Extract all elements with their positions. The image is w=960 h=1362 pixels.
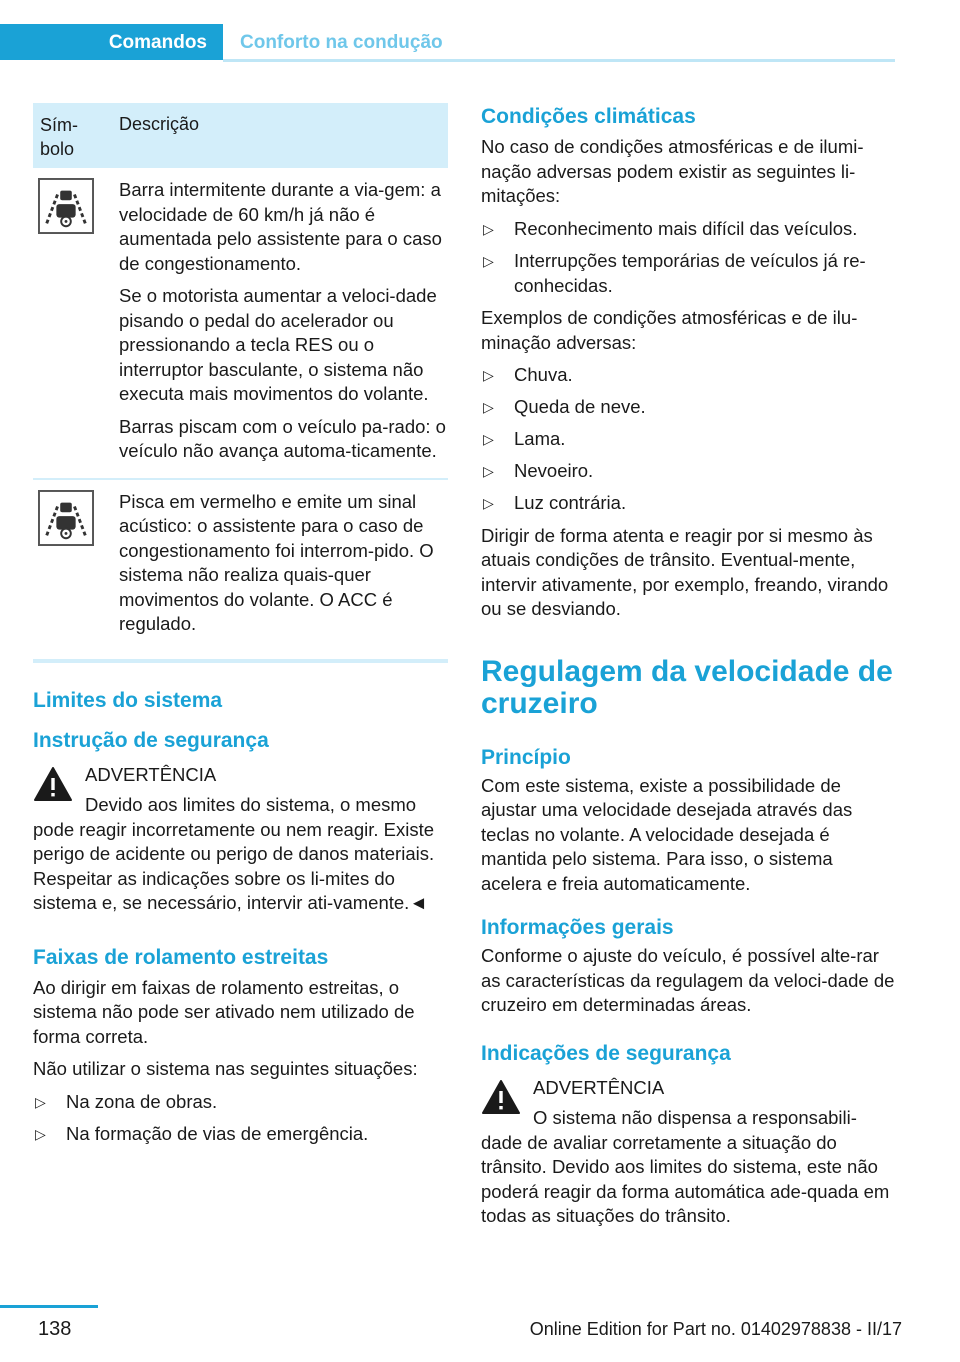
table-row — [33, 480, 448, 651]
table-header-symbol: Sím- bolo — [40, 115, 78, 159]
list-item — [481, 427, 896, 452]
page-number: 138 — [38, 1318, 72, 1340]
list-item-text: Nevoeiro. — [514, 460, 594, 481]
right-column — [481, 103, 896, 1229]
edition-note: Online Edition for Part no. 01402978838 - II/17 — [529, 1319, 902, 1339]
climate-paragraph: Dirigir de forma atenta e reagir por si mesmo às atuais condições de trânsito. Eventual-mente, intervir ativamente, por exemplo, freando, virando ou se desviando. — [481, 524, 889, 619]
congestion-assistant-icon — [38, 178, 94, 234]
narrow-lanes-heading: Faixas de rolamento estreitas — [33, 945, 329, 969]
general-info-paragraph: Conforme o ajuste do veículo, é possível alte-rar as características da regulagem da veloci-dade de cruzeiro em determinadas áreas. — [481, 945, 895, 1015]
list-item-text: Interrupções temporárias de veículos já re-conhecidas. — [514, 250, 866, 296]
list-item — [33, 1090, 448, 1115]
footer-rule — [0, 1305, 98, 1308]
safety-notes-heading: Indicações de segurança — [481, 1041, 731, 1065]
list-item — [33, 1122, 448, 1147]
table-header — [33, 103, 448, 168]
safety-heading: Instrução de segurança — [33, 728, 269, 752]
bullet-triangle-icon: ▷ — [483, 495, 494, 511]
table-row1-paragraph: Barras piscam com o veículo pa-rado: o veículo não avança automa-ticamente. — [119, 415, 446, 461]
weather-examples-list — [481, 363, 896, 516]
warning-label: ADVERTÊNCIA — [533, 1076, 665, 1098]
table-row1-paragraph: Se o motorista aumentar a veloci-dade pisando o pedal do acelerador ou pressionando a tecla RES ou o interruptor basculante, o sistema não executa mais movimentos do volante. — [119, 285, 437, 404]
bullet-triangle-icon: ▷ — [483, 399, 494, 415]
bullet-triangle-icon: ▷ — [483, 367, 494, 383]
warning-triangle-icon — [33, 766, 73, 802]
narrow-lanes-list — [33, 1090, 448, 1147]
left-column — [33, 103, 448, 1147]
list-item-text: Queda de neve. — [514, 396, 646, 417]
climate-paragraph: Exemplos de condições atmosféricas e de ilu-minação adversas: — [481, 307, 858, 353]
congestion-assistant-icon — [38, 490, 94, 546]
list-item — [481, 395, 896, 420]
warning-text: Devido aos limites do sistema, o mesmo pode reagir incorretamente ou nem reagir. Existe perigo de acidente ou perigo de danos materiais. Respeitar as indicações sobre os li-mites do sistema e, se necessário, intervir ati-vamente.◄ — [33, 794, 435, 913]
table-header-description: Descrição — [119, 114, 200, 134]
principle-paragraph: Com este sistema, existe a possibilidade de ajustar uma velocidade desejada através das teclas no volante. A velocidade desejada é mantida pelo sistema. Para isso, o sistema acelera e freia automaticamente. — [481, 774, 853, 894]
principle-heading: Princípio — [481, 745, 571, 769]
limits-heading: Limites do sistema — [33, 688, 223, 712]
cruise-control-heading: Regulagem da velocidade de cruzeiro — [481, 654, 893, 720]
header-subsection: Conforto na condução — [240, 32, 443, 53]
warning-label: ADVERTÊNCIA — [85, 763, 217, 785]
narrow-lanes-paragraph: Não utilizar o sistema nas seguintes situações: — [33, 1058, 418, 1079]
climate-list — [481, 217, 896, 299]
table-row2-paragraph: Pisca em vermelho e emite um sinal acústico: o assistente para o caso de congestionamento foi interrom-pido. O sistema não realiza quais-quer movimentos do volante. O ACC é regulado. — [119, 490, 434, 634]
table-symbol-cell — [33, 480, 119, 651]
bullet-triangle-icon: ▷ — [483, 253, 494, 269]
table-symbol-cell — [33, 168, 119, 478]
climate-paragraph: No caso de condições atmosféricas e de ilumi-nação adversas podem existir as seguintes li-mitações: — [481, 136, 864, 206]
bullet-triangle-icon: ▷ — [483, 431, 494, 447]
list-item-text: Chuva. — [514, 364, 573, 385]
list-item-text: Reconhecimento mais difícil das veículos. — [514, 217, 858, 239]
warning-block — [33, 763, 448, 916]
list-item — [481, 491, 896, 516]
list-item-text: Na formação de vias de emergência. — [66, 1123, 369, 1144]
bullet-triangle-icon: ▷ — [483, 220, 494, 237]
list-item-text: Luz contrária. — [514, 492, 627, 513]
narrow-lanes-paragraph: Ao dirigir em faixas de rolamento estreitas, o sistema não pode ser ativado nem utilizado de forma correta. — [33, 976, 415, 1047]
list-item — [481, 363, 896, 388]
table-row1-paragraph: Barra intermitente durante a via-gem: a velocidade de 60 km/h já não é aumentada pelo assistente para o caso de congestionamento. — [119, 179, 442, 274]
warning-block — [481, 1076, 896, 1229]
table-row — [33, 168, 448, 480]
warning-triangle-icon — [481, 1079, 521, 1115]
list-item-text: Lama. — [514, 428, 566, 449]
bullet-triangle-icon: ▷ — [483, 463, 494, 479]
climate-heading: Condições climáticas — [481, 105, 696, 128]
list-item-text: Na zona de obras. — [66, 1090, 218, 1112]
table-bottom-rule — [33, 659, 448, 663]
list-item — [481, 249, 896, 298]
list-item — [481, 459, 896, 484]
table-description-cell — [119, 168, 448, 478]
bullet-triangle-icon: ▷ — [35, 1126, 46, 1142]
header-rule — [223, 59, 895, 62]
table-description-cell — [119, 480, 448, 651]
bullet-triangle-icon: ▷ — [35, 1093, 46, 1110]
warning-text: O sistema não dispensa a responsabili-dade de avaliar corretamente a situação do trânsito. Devido aos limites do sistema, este não poderá reagir da forma automática ade-quada em todas as situações do trânsito. — [481, 1107, 890, 1226]
general-info-heading: Informações gerais — [481, 916, 674, 939]
header-section-tab: Comandos — [0, 24, 223, 60]
list-item — [481, 217, 896, 242]
